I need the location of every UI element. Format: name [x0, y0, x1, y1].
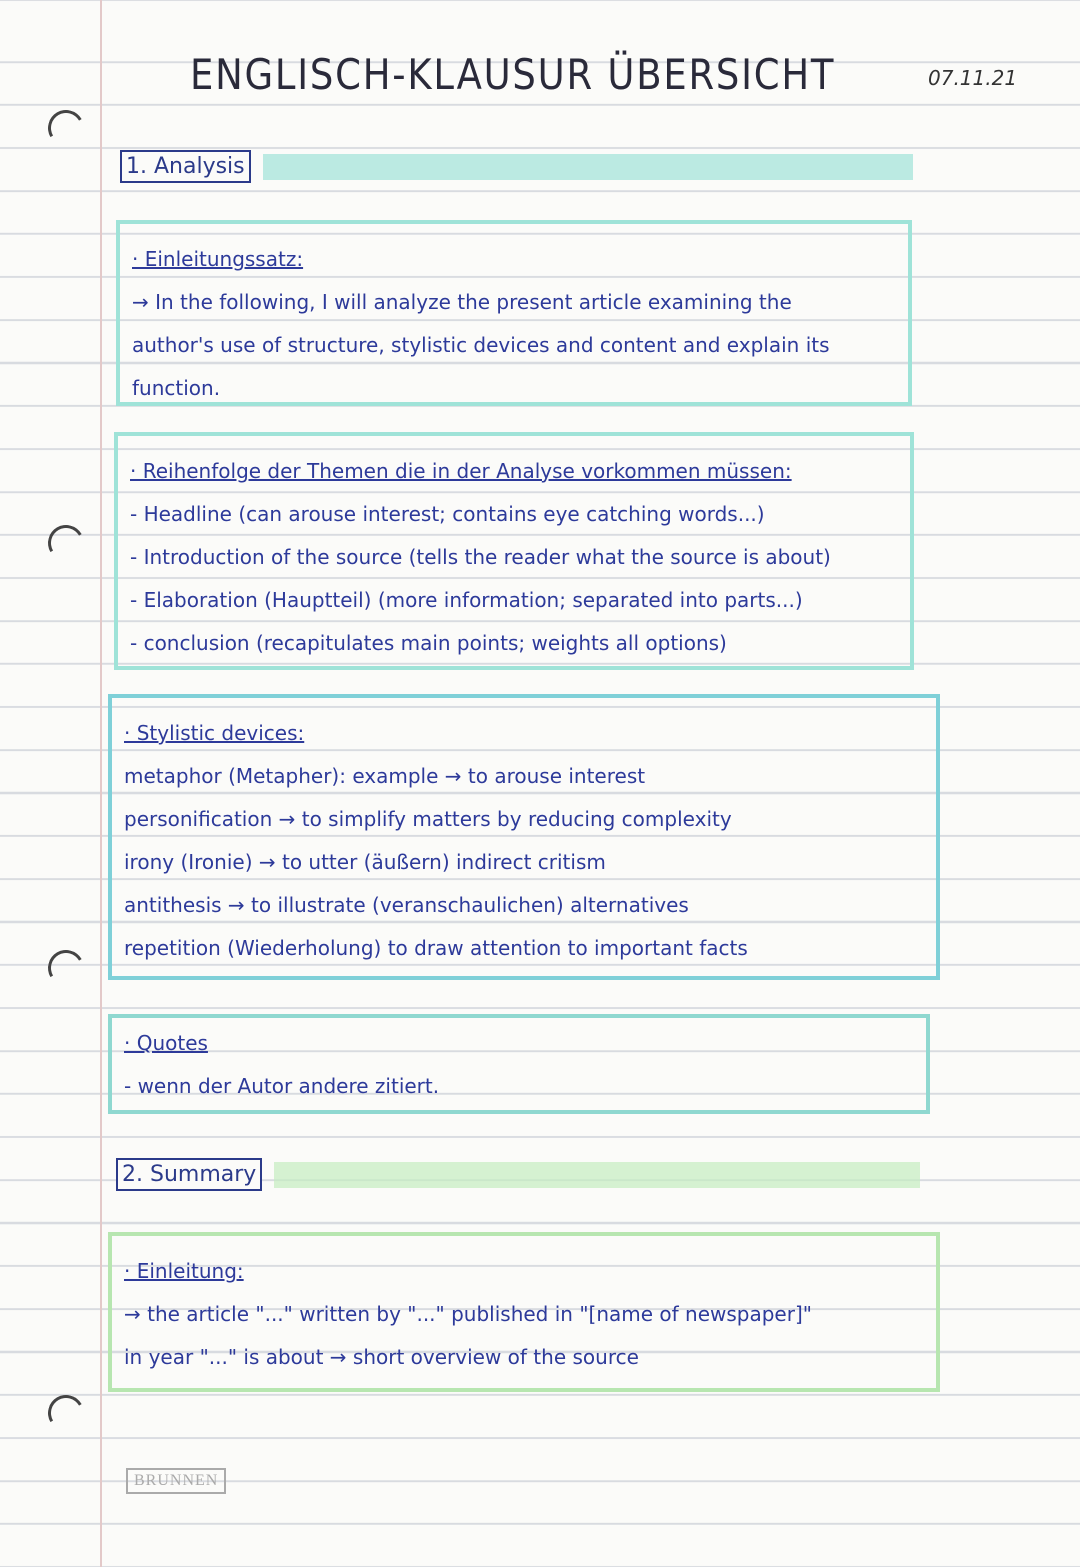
date: 07.11.21 [928, 66, 1018, 90]
device-repetition: repetition (Wiederholung) to draw attention to important facts [124, 936, 748, 960]
summary-intro-box [108, 1232, 940, 1392]
device-antithesis: antithesis → to illustrate (veranschaulichen) alternatives [124, 893, 689, 917]
summary-intro-heading: · Einleitung: [124, 1259, 244, 1283]
section-analysis-header [120, 150, 913, 183]
punch-hole [44, 946, 88, 990]
order-item-elaboration: - Elaboration (Hauptteil) (more information; separated into parts...) [130, 588, 803, 612]
summary-intro-line: → the article "..." written by "..." published in "[name of newspaper]" [124, 1302, 812, 1326]
brand-logo: BRUNNEN [126, 1468, 226, 1494]
section-analysis-label: 1. Analysis [120, 150, 251, 183]
highlight-bar [274, 1162, 920, 1188]
stylistic-devices-box [108, 694, 940, 980]
quotes-box [108, 1014, 930, 1114]
punch-hole [44, 1391, 88, 1435]
intro-line: author's use of structure, stylistic devices and content and explain its [132, 333, 830, 357]
order-box [114, 432, 914, 670]
punch-hole [44, 521, 88, 565]
quotes-line: - wenn der Autor andere zitiert. [124, 1074, 440, 1098]
highlight-bar [263, 154, 913, 180]
order-heading: · Reihenfolge der Themen die in der Analyse vorkommen müssen: [130, 459, 792, 483]
section-summary-header [116, 1158, 920, 1191]
intro-line: → In the following, I will analyze the present article examining the [132, 290, 792, 314]
stylistic-heading: · Stylistic devices: [124, 721, 305, 745]
quotes-heading: · Quotes [124, 1031, 208, 1055]
intro-sentence-box [116, 220, 912, 406]
order-item-conclusion: - conclusion (recapitulates main points; weights all options) [130, 631, 727, 655]
punch-hole [44, 106, 88, 150]
page-title: ENGLISCH-KLAUSUR ÜBERSICHT [190, 50, 836, 99]
order-item-headline: - Headline (can arouse interest; contains eye catching words...) [130, 502, 765, 526]
device-metaphor: metaphor (Metapher): example → to arouse interest [124, 764, 646, 788]
margin-line [100, 0, 102, 1567]
section-summary-label: 2. Summary [116, 1158, 262, 1191]
intro-line: function. [132, 376, 221, 400]
device-personification: personification → to simplify matters by reducing complexity [124, 807, 732, 831]
intro-heading: · Einleitungssatz: [132, 247, 304, 271]
order-item-introduction: - Introduction of the source (tells the reader what the source is about) [130, 545, 831, 569]
device-irony: irony (Ironie) → to utter (äußern) indirect critism [124, 850, 606, 874]
summary-intro-line: in year "..." is about → short overview of the source [124, 1345, 639, 1369]
